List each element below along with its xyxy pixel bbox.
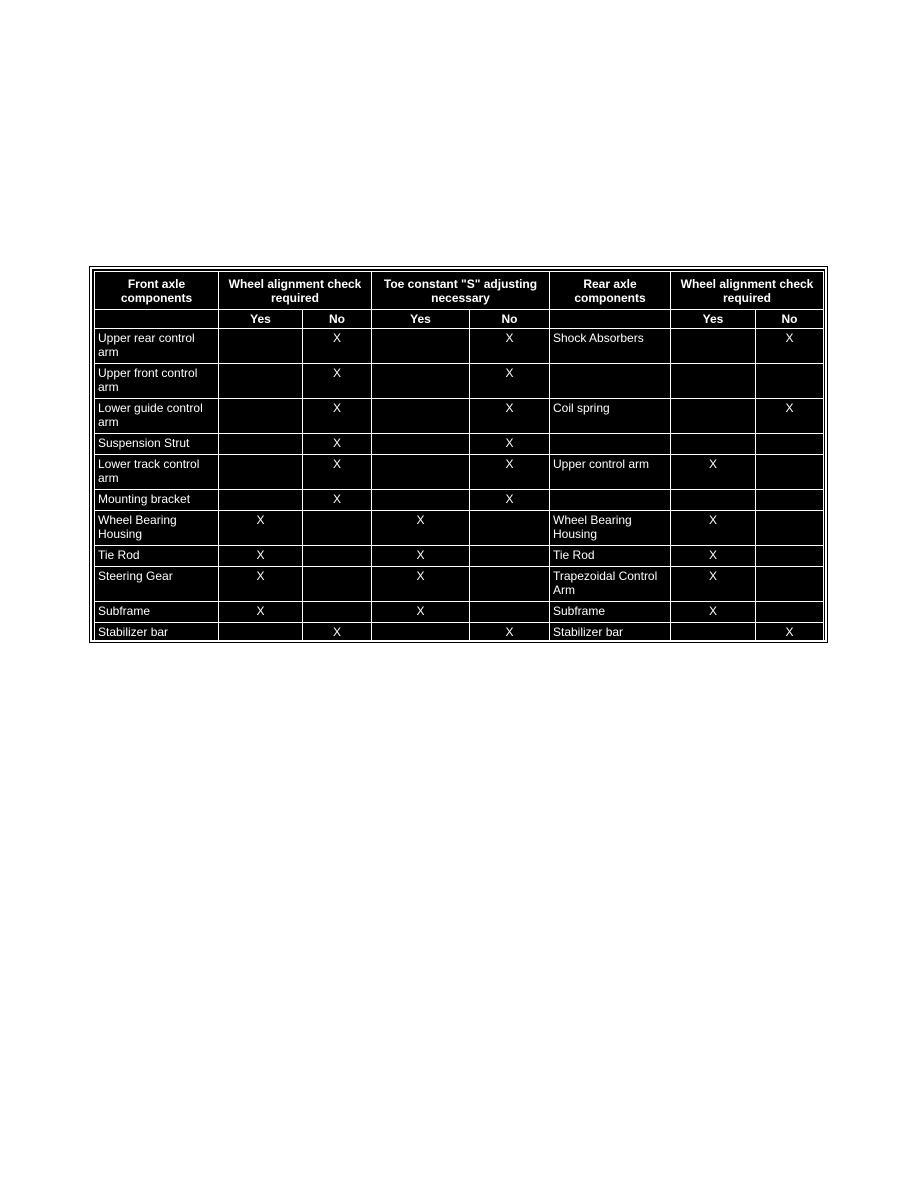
front-component-cell: Tie Rod [95,546,219,567]
rear-component-cell [550,364,671,399]
alignment-table [94,271,824,644]
front-yes-cell [219,364,303,399]
front-component-cell: Upper front control arm [95,364,219,399]
rear-yes-cell [671,434,756,455]
rear-component-cell: Subframe [550,602,671,623]
front-component-cell: Steering Gear [95,567,219,602]
rear-yes-cell [671,399,756,434]
subheader-toe-no: No [470,310,550,329]
rear-yes-cell [671,490,756,511]
toe-yes-cell: X [372,567,470,602]
rear-component-cell [550,434,671,455]
header-rear-alignment: Wheel alignment check required [671,272,824,310]
front-no-cell: X [303,623,372,644]
rear-yes-cell: X [671,511,756,546]
front-no-cell: X [303,364,372,399]
table-row [95,434,824,455]
toe-yes-cell [372,399,470,434]
front-yes-cell [219,455,303,490]
header-front-alignment: Wheel alignment check required [219,272,372,310]
toe-no-cell [470,567,550,602]
front-component-cell: Upper rear control arm [95,329,219,364]
front-no-cell [303,567,372,602]
rear-no-cell [756,602,824,623]
rear-component-cell: Upper control arm [550,455,671,490]
toe-no-cell: X [470,364,550,399]
rear-yes-cell: X [671,455,756,490]
rear-no-cell [756,490,824,511]
header-rear-components: Rear axle components [550,272,671,310]
toe-yes-cell: X [372,546,470,567]
rear-yes-cell [671,364,756,399]
toe-yes-cell: X [372,602,470,623]
toe-yes-cell: X [372,511,470,546]
toe-no-cell: X [470,329,550,364]
rear-component-cell: Tie Rod [550,546,671,567]
front-no-cell [303,546,372,567]
rear-yes-cell: X [671,546,756,567]
rear-no-cell [756,364,824,399]
alignment-table-frame [90,267,827,642]
table-row [95,490,824,511]
front-yes-cell [219,329,303,364]
rear-no-cell [756,546,824,567]
front-no-cell: X [303,434,372,455]
front-component-cell: Stabilizer bar [95,623,219,644]
table-row [95,623,824,644]
rear-yes-cell: X [671,602,756,623]
rear-yes-cell [671,329,756,364]
toe-yes-cell [372,329,470,364]
front-component-cell: Suspension Strut [95,434,219,455]
subheader-toe-yes: Yes [372,310,470,329]
header-row [95,272,824,310]
rear-no-cell: X [756,623,824,644]
subheader-front-yes: Yes [219,310,303,329]
table-row [95,602,824,623]
toe-no-cell [470,546,550,567]
toe-yes-cell [372,364,470,399]
rear-component-cell: Shock Absorbers [550,329,671,364]
rear-component-cell: Wheel Bearing Housing [550,511,671,546]
front-yes-cell: X [219,567,303,602]
rear-yes-cell: X [671,567,756,602]
subheader-front-no: No [303,310,372,329]
rear-component-cell: Trapezoidal Control Arm [550,567,671,602]
rear-component-cell [550,490,671,511]
subheader-blank [550,310,671,329]
rear-no-cell: X [756,329,824,364]
front-component-cell: Subframe [95,602,219,623]
rear-yes-cell [671,623,756,644]
rear-component-cell: Stabilizer bar [550,623,671,644]
rear-no-cell [756,434,824,455]
toe-no-cell [470,602,550,623]
subheader-rear-no: No [756,310,824,329]
front-component-cell: Mounting bracket [95,490,219,511]
subheader-blank [95,310,219,329]
table-row [95,329,824,364]
front-yes-cell: X [219,546,303,567]
rear-no-cell [756,567,824,602]
front-no-cell [303,602,372,623]
front-yes-cell [219,434,303,455]
toe-no-cell: X [470,399,550,434]
toe-no-cell: X [470,623,550,644]
front-component-cell: Wheel Bearing Housing [95,511,219,546]
toe-no-cell [470,511,550,546]
table-row [95,399,824,434]
table-row [95,455,824,490]
header-toe-constant: Toe constant "S" adjusting necessary [372,272,550,310]
header-front-components: Front axle components [95,272,219,310]
toe-yes-cell [372,434,470,455]
toe-yes-cell [372,455,470,490]
subheader-row [95,310,824,329]
toe-yes-cell [372,490,470,511]
front-no-cell: X [303,329,372,364]
front-yes-cell [219,399,303,434]
rear-no-cell [756,511,824,546]
toe-yes-cell [372,623,470,644]
front-component-cell: Lower guide control arm [95,399,219,434]
front-yes-cell [219,490,303,511]
toe-no-cell: X [470,434,550,455]
front-no-cell: X [303,455,372,490]
rear-no-cell: X [756,399,824,434]
toe-no-cell: X [470,455,550,490]
table-row [95,567,824,602]
rear-component-cell: Coil spring [550,399,671,434]
table-row [95,546,824,567]
front-component-cell: Lower track control arm [95,455,219,490]
front-yes-cell: X [219,511,303,546]
toe-no-cell: X [470,490,550,511]
table-row [95,511,824,546]
front-no-cell [303,511,372,546]
front-yes-cell: X [219,602,303,623]
subheader-rear-yes: Yes [671,310,756,329]
front-no-cell: X [303,490,372,511]
table-row [95,364,824,399]
rear-no-cell [756,455,824,490]
front-no-cell: X [303,399,372,434]
front-yes-cell [219,623,303,644]
